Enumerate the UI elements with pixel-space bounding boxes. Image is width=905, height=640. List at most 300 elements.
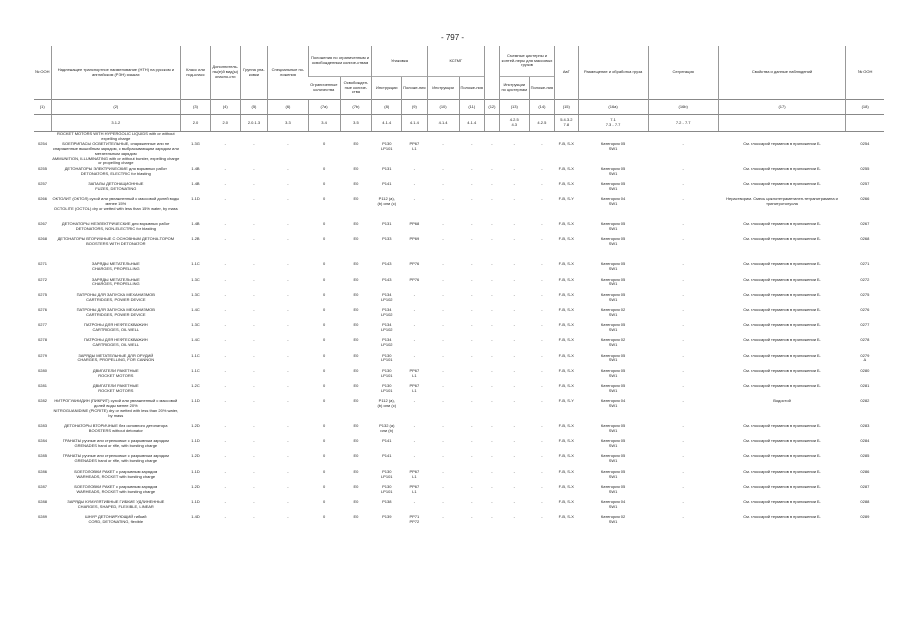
un-number-right: 0267 bbox=[860, 221, 870, 227]
stowage: Категория 02 SW1 bbox=[600, 337, 626, 348]
class: 1.3C bbox=[191, 322, 200, 328]
packing-provision: PP67 L1 bbox=[409, 367, 420, 378]
ibc-provision: - bbox=[471, 453, 473, 459]
column-12: - bbox=[491, 165, 493, 171]
tank-instruction: - bbox=[513, 337, 515, 343]
ems-code: F-B, S-X bbox=[558, 337, 574, 343]
properties: См. глоссарий терминов в приложении Б. bbox=[743, 352, 821, 358]
segregation: - bbox=[682, 352, 684, 358]
packing-instruction: P143 bbox=[382, 276, 392, 282]
class: 1.4C bbox=[191, 337, 200, 343]
packing-group: - bbox=[253, 438, 255, 444]
proper-shipping-name: ЗАРЯДЫ МЕТАТЕЛЬНЫЕ ДЛЯ ОРУДИЙ CHARGES, PROPELLING, FOR CANNON bbox=[77, 352, 155, 363]
properties: См. глоссарий терминов в приложении Б. bbox=[743, 483, 821, 489]
special-provisions: - bbox=[287, 352, 289, 358]
special-provisions: - bbox=[287, 276, 289, 282]
tank-provision: - bbox=[541, 291, 543, 297]
ems-code: F-B, S-Y bbox=[558, 196, 574, 202]
packing-provision: PP69 bbox=[409, 236, 420, 242]
column-12: - bbox=[491, 468, 493, 474]
properties: См. глоссарий терминов в приложении Б. bbox=[743, 221, 821, 227]
properties: См. глоссарий терминов в приложении Б. bbox=[743, 337, 821, 343]
packing-instruction: P134 LP102 bbox=[380, 291, 393, 302]
tank-provision: - bbox=[541, 352, 543, 358]
tank-instruction: - bbox=[513, 165, 515, 171]
packing-group: - bbox=[253, 499, 255, 504]
ems-code: F-B, S-X bbox=[558, 221, 574, 227]
excepted-quantity: E0 bbox=[353, 165, 359, 171]
stowage: Категория 05 SW1 bbox=[600, 261, 626, 272]
packing-provision: - bbox=[413, 196, 416, 202]
special-provisions: - bbox=[287, 453, 289, 459]
un-number: 0289 bbox=[38, 514, 47, 520]
column-number: (12) bbox=[485, 100, 500, 115]
special-provisions: - bbox=[287, 181, 289, 186]
table-row bbox=[34, 384, 884, 399]
ibc-provision: - bbox=[471, 181, 473, 186]
packing-provision: - bbox=[413, 306, 416, 312]
special-provisions: - bbox=[287, 438, 289, 444]
class: 1.1D bbox=[191, 468, 200, 474]
special-provisions: - bbox=[287, 291, 289, 297]
table-row bbox=[34, 454, 884, 469]
tank-provision: - bbox=[541, 468, 543, 474]
packing-provision: PP67 L1 bbox=[409, 468, 420, 479]
column-12: - bbox=[491, 423, 493, 429]
column-reference: 7.2 - 7.7 bbox=[648, 115, 718, 132]
tank-instruction: - bbox=[513, 306, 515, 312]
stowage: Категория 05 SW1 bbox=[600, 367, 626, 378]
class: 1.3G bbox=[191, 140, 200, 146]
column-number: (6) bbox=[268, 100, 308, 115]
un-number-right: 0286 bbox=[860, 468, 870, 474]
ibc-instruction: - bbox=[442, 453, 444, 459]
limited-quantity: 0 bbox=[322, 165, 326, 171]
excepted-quantity: E0 bbox=[353, 398, 359, 404]
header-special-provisions: Специальные по-ложения bbox=[268, 46, 308, 100]
un-number-right: 0257 bbox=[860, 181, 870, 186]
packing-instruction: P141 bbox=[382, 181, 392, 186]
packing-provision: - bbox=[413, 291, 416, 297]
tank-provision: - bbox=[541, 181, 543, 186]
properties: См. глоссарий терминов в приложении Б. bbox=[743, 181, 821, 186]
packing-group: - bbox=[253, 514, 255, 520]
column-12: - bbox=[491, 236, 493, 242]
column-number: (15) bbox=[555, 100, 578, 115]
column-reference: 7.1 7.3 - 7.7 bbox=[578, 115, 648, 132]
un-number: 0284 bbox=[38, 438, 47, 444]
stowage: Категория 05 SW1 bbox=[600, 483, 626, 494]
un-number: 0254 bbox=[38, 140, 47, 146]
column-reference: 4.1.4 bbox=[402, 115, 428, 132]
limited-quantity: 0 bbox=[322, 291, 326, 297]
column-reference bbox=[34, 115, 51, 132]
proper-shipping-name: ГРАНАТЫ ручные или стрелковые с разрывным зарядом GRENADES hand or rifle, with bursting charge bbox=[62, 438, 169, 449]
excepted-quantity: E0 bbox=[353, 306, 359, 312]
ems-code: F-B, S-X bbox=[558, 423, 574, 429]
column-reference bbox=[718, 115, 846, 132]
ibc-instruction: - bbox=[442, 322, 444, 328]
class: 1.3C bbox=[191, 291, 200, 297]
packing-instruction: P130 LP101 bbox=[380, 468, 393, 479]
column-reference: 2.0.1.3 bbox=[240, 115, 268, 132]
segregation: - bbox=[682, 236, 684, 242]
segregation: - bbox=[682, 196, 684, 202]
packing-provision: - bbox=[413, 398, 416, 404]
segregation: - bbox=[682, 140, 684, 146]
special-provisions: - bbox=[287, 514, 289, 520]
subsidiary-hazard: - bbox=[224, 382, 226, 388]
un-number-right: 0266 bbox=[860, 196, 870, 202]
tank-provision: - bbox=[541, 140, 543, 146]
packing-instruction: P130 LP101 bbox=[380, 352, 393, 363]
tank-provision: - bbox=[541, 236, 543, 242]
properties: См. глоссарий терминов в приложении Б. bbox=[743, 236, 821, 242]
table-row bbox=[34, 237, 884, 262]
proper-shipping-name: ДВИГАТЕЛИ РАКЕТНЫЕ ROCKET MOTORS bbox=[92, 382, 139, 393]
column-reference: 3.5 bbox=[340, 115, 372, 132]
ibc-provision: - bbox=[471, 483, 473, 489]
segregation: - bbox=[682, 438, 684, 444]
limited-quantity: 0 bbox=[322, 438, 326, 444]
stowage: Категория 04 SW1 bbox=[600, 196, 626, 207]
un-number-right: 0279 Δ bbox=[860, 352, 870, 363]
table-row bbox=[34, 399, 884, 424]
ems-code: F-B, S-X bbox=[558, 352, 574, 358]
header-packing-group: Группа упа-ковки bbox=[240, 46, 268, 100]
segregation: - bbox=[682, 181, 684, 186]
segregation: - bbox=[682, 165, 684, 171]
column-12: - bbox=[491, 337, 493, 343]
tank-instruction: - bbox=[513, 468, 515, 474]
subsidiary-hazard: - bbox=[224, 438, 226, 444]
table-row bbox=[34, 439, 884, 454]
class: 1.4B bbox=[191, 221, 200, 227]
ems-code: F-B, S-X bbox=[558, 291, 574, 297]
special-provisions: - bbox=[287, 236, 289, 242]
tank-provision: - bbox=[541, 398, 543, 404]
header-properties: Свойства и данные наблюдений bbox=[718, 46, 846, 100]
packing-group: - bbox=[253, 181, 255, 186]
stowage: Категория 02 SW1 bbox=[600, 306, 626, 317]
un-number-right: 0268 bbox=[860, 236, 870, 242]
ems-code: F-B, S-X bbox=[558, 483, 574, 489]
stowage: Категория 05 SW1 bbox=[600, 438, 626, 449]
tank-instruction: - bbox=[513, 367, 515, 373]
stowage: Категория 05 SW1 bbox=[600, 423, 626, 433]
ibc-instruction: - bbox=[442, 352, 444, 358]
special-provisions: - bbox=[287, 367, 289, 373]
tank-instruction: - bbox=[513, 140, 515, 146]
packing-provision: - bbox=[413, 423, 416, 429]
table-row bbox=[34, 197, 884, 222]
subsidiary-hazard: - bbox=[224, 140, 226, 146]
tank-instruction: - bbox=[513, 438, 515, 444]
proper-shipping-name: ЗАРЯДЫ КУМУЛЯТИВНЫЕ ГИБКИЕ УДЛИНЕННЫЕ CHARGES, SHAPED, FLEXIBLE, LINEAR bbox=[67, 499, 165, 509]
un-number: 0278 bbox=[38, 337, 47, 343]
packing-provision: - bbox=[413, 337, 416, 343]
segregation: - bbox=[682, 337, 684, 343]
segregation: - bbox=[682, 499, 684, 504]
column-reference: 2.0 bbox=[181, 115, 211, 132]
packing-provision: PP76 bbox=[409, 261, 420, 267]
properties: См. глоссарий терминов в приложении Б. bbox=[743, 514, 821, 520]
table-row bbox=[34, 308, 884, 323]
header-excepted-qty: Освобожден-ные количе-ства bbox=[340, 77, 372, 100]
un-number-right: 0285 bbox=[860, 453, 870, 459]
properties: Водостой bbox=[773, 398, 791, 404]
column-number: (1) bbox=[34, 100, 51, 115]
excepted-quantity: E0 bbox=[353, 367, 359, 373]
proper-shipping-name: БОЕПРИПАСЫ ОСВЕТИТЕЛЬНЫЕ, снаряженные или не снаряженные вышибным зарядом, с выбрасывающим зарядом или метательным зарядом AMMUNITION, ILLUMINATING with or without burster, expelling charge or propelling charge bbox=[52, 140, 180, 166]
ems-code: F-B, S-X bbox=[558, 468, 574, 474]
subsidiary-hazard: - bbox=[224, 468, 226, 474]
tank-provision: - bbox=[541, 165, 543, 171]
packing-instruction: P112 (a), (b) или (c) bbox=[377, 398, 397, 408]
column-12: - bbox=[491, 453, 493, 459]
segregation: - bbox=[682, 221, 684, 227]
un-number-right: 0255 bbox=[860, 165, 870, 171]
ibc-provision: - bbox=[471, 261, 473, 267]
tank-instruction: - bbox=[513, 453, 515, 459]
column-12: - bbox=[491, 140, 493, 146]
properties: См. глоссарий терминов в приложении Б. bbox=[743, 468, 821, 474]
tank-instruction: - bbox=[513, 236, 515, 242]
ibc-instruction: - bbox=[442, 499, 444, 504]
limited-quantity: 0 bbox=[322, 261, 326, 267]
packing-group: - bbox=[253, 236, 255, 242]
subsidiary-hazard: - bbox=[224, 453, 226, 459]
header-subsidiary-hazard: Дополнитель-ны(е)й вид(ы) опасно-сти bbox=[210, 46, 240, 100]
segregation: - bbox=[682, 483, 684, 489]
stowage: Категория 05 SW1 bbox=[600, 221, 626, 232]
un-number-right: 0289 bbox=[860, 514, 870, 520]
segregation: - bbox=[682, 453, 684, 459]
column-number: (18) bbox=[846, 100, 884, 115]
header-ibc-instructions: Инструкции bbox=[427, 77, 459, 100]
packing-instruction: P130 LP101 bbox=[380, 382, 393, 393]
column-12: - bbox=[491, 514, 493, 520]
packing-group: - bbox=[253, 483, 255, 489]
segregation: - bbox=[682, 514, 684, 520]
tank-provision: - bbox=[541, 483, 543, 489]
ibc-provision: - bbox=[471, 499, 473, 504]
tank-instruction: - bbox=[513, 261, 515, 267]
ems-code: F-B, S-X bbox=[558, 382, 574, 388]
ems-code: F-B, S-X bbox=[558, 165, 574, 171]
class: 1.2D bbox=[191, 453, 200, 459]
packing-provision: - bbox=[413, 322, 416, 328]
class: 1.2D bbox=[191, 483, 200, 489]
proper-shipping-name: ДВИГАТЕЛИ РАКЕТНЫЕ ROCKET MOTORS bbox=[92, 367, 139, 378]
special-provisions: - bbox=[287, 382, 289, 388]
excepted-quantity: E0 bbox=[353, 140, 359, 146]
special-provisions: - bbox=[287, 423, 289, 429]
class: 1.2D bbox=[191, 423, 200, 429]
properties: См. глоссарий терминов в приложении Б. bbox=[743, 438, 821, 444]
ems-code: F-B, S-X bbox=[558, 499, 574, 504]
class: 1.1C bbox=[191, 261, 200, 267]
limited-quantity: 0 bbox=[322, 398, 326, 404]
column-reference: 4.1.4 bbox=[459, 115, 485, 132]
header-proper-shipping-name: Надлежащее транспортное наименование (НТН) на русском и английском (РЭН) языках bbox=[51, 46, 181, 100]
ibc-instruction: - bbox=[442, 165, 444, 171]
subsidiary-hazard: - bbox=[224, 261, 226, 267]
excepted-quantity: E0 bbox=[353, 514, 359, 520]
stowage: Категория 05 SW1 bbox=[600, 352, 626, 363]
subsidiary-hazard: - bbox=[224, 367, 226, 373]
subsidiary-hazard: - bbox=[224, 236, 226, 242]
table-row bbox=[34, 167, 884, 182]
un-number: 0287 bbox=[38, 483, 47, 489]
subsidiary-hazard: - bbox=[224, 196, 226, 202]
properties: См. глоссарий терминов в приложении Б. bbox=[743, 306, 821, 312]
column-number: (2) bbox=[51, 100, 181, 115]
page-number: - 797 - bbox=[440, 33, 465, 42]
packing-instruction: P130 LP101 bbox=[380, 140, 393, 151]
subsidiary-hazard: - bbox=[224, 514, 226, 520]
table-row bbox=[34, 500, 884, 515]
table-row bbox=[34, 369, 884, 384]
un-number-right: 0282 bbox=[860, 398, 870, 404]
un-number: 0277 bbox=[38, 322, 47, 328]
ibc-provision: - bbox=[471, 468, 473, 474]
ibc-provision: - bbox=[471, 322, 473, 328]
tank-instruction: - bbox=[513, 322, 515, 328]
properties: См. глоссарий терминов в приложении Б. bbox=[743, 453, 821, 459]
excepted-quantity: E0 bbox=[353, 337, 359, 343]
class: 1.1D bbox=[191, 196, 200, 202]
ibc-instruction: - bbox=[442, 367, 444, 373]
un-number-right: 0275 bbox=[860, 291, 870, 297]
header-limited-excepted: Положения по ограниченным и освобожденным количе-ствам bbox=[308, 46, 372, 77]
packing-group: - bbox=[253, 140, 255, 146]
column-12: - bbox=[491, 221, 493, 227]
special-provisions: - bbox=[287, 140, 289, 146]
un-number: 0276 bbox=[38, 306, 47, 312]
class: 1.1D bbox=[191, 499, 200, 504]
continued-entry-text: ROCKET MOTORS WITH HYPERGOLIC LIQUIDS with or without expelling charge bbox=[56, 131, 175, 141]
header-ems: АвГ bbox=[555, 46, 578, 100]
excepted-quantity: E0 bbox=[353, 453, 359, 459]
stowage: Категория 04 SW1 bbox=[600, 499, 626, 509]
ibc-instruction: - bbox=[442, 382, 444, 388]
packing-instruction: P138 bbox=[382, 499, 392, 504]
ems-code: F-B, S-X bbox=[558, 453, 574, 459]
column-number: (16b) bbox=[648, 100, 718, 115]
un-number: 0272 bbox=[38, 276, 47, 282]
un-number: 0279 bbox=[38, 352, 47, 358]
properties: См. глоссарий терминов в приложении Б. bbox=[743, 367, 821, 373]
ibc-instruction: - bbox=[442, 291, 444, 297]
packing-instruction: P112 (a), (b) или (c) bbox=[377, 196, 397, 207]
ems-code: F-B, S-X bbox=[558, 140, 574, 146]
un-number: 0285 bbox=[38, 453, 47, 459]
ems-code: F-B, S-X bbox=[558, 236, 574, 242]
ibc-provision: - bbox=[471, 382, 473, 388]
class: 1.1C bbox=[191, 367, 200, 373]
subsidiary-hazard: - bbox=[224, 276, 226, 282]
ibc-provision: - bbox=[471, 291, 473, 297]
proper-shipping-name: БОЕГОЛОВКИ РАКЕТ с разрывным зарядом WARHEADS, ROCKET with bursting charge bbox=[74, 468, 158, 479]
un-number-right: 0278 bbox=[860, 337, 870, 343]
un-number-right: 0284 bbox=[860, 438, 870, 444]
proper-shipping-name: ПАТРОНЫ ДЛЯ ЗАПУСКА МЕХАНИЗМОВ CARTRIDGES, POWER DEVICE bbox=[76, 306, 155, 317]
excepted-quantity: E0 bbox=[353, 483, 359, 489]
column-number: (11) bbox=[459, 100, 485, 115]
excepted-quantity: E0 bbox=[353, 276, 359, 282]
proper-shipping-name: ДЕТОНАТОРЫ ЭЛЕКТРИЧЕСКИЕ для взрывных работ DETONATORS, ELECTRIC for blasting bbox=[64, 165, 167, 176]
proper-shipping-name: ДЕТОНАТОРЫ ВТОРИЧНЫЕ С ОСНОВНЫМ ДЕТОНА-ТОРОМ BOOSTERS WITH DETONATOR bbox=[57, 236, 175, 247]
un-number-right: 0283 bbox=[860, 423, 870, 429]
properties: См. глоссарий терминов в приложении Б. bbox=[743, 165, 821, 171]
column-12: - bbox=[491, 306, 493, 312]
column-number: (7b) bbox=[340, 100, 372, 115]
un-number: 0281 bbox=[38, 382, 47, 388]
header-tanks: Съемные цистерны и контей-неры для массовых грузов bbox=[499, 46, 554, 77]
limited-quantity: 0 bbox=[322, 181, 326, 186]
proper-shipping-name: БОЕГОЛОВКИ РАКЕТ с разрывным зарядом WARHEADS, ROCKET with bursting charge bbox=[74, 483, 158, 494]
limited-quantity: 0 bbox=[322, 322, 326, 328]
column-12: - bbox=[491, 352, 493, 358]
packing-instruction: P134 LP102 bbox=[380, 337, 393, 348]
special-provisions: - bbox=[287, 499, 289, 504]
ibc-instruction: - bbox=[442, 261, 444, 267]
tank-provision: - bbox=[541, 382, 543, 388]
special-provisions: - bbox=[287, 196, 289, 202]
packing-group: - bbox=[253, 221, 255, 227]
column-12: - bbox=[491, 261, 493, 267]
column-number: (10) bbox=[427, 100, 459, 115]
limited-quantity: 0 bbox=[322, 352, 326, 358]
column-number: (13) bbox=[499, 100, 529, 115]
header-ibc: КСГМГ bbox=[427, 46, 484, 77]
excepted-quantity: E0 bbox=[353, 468, 359, 474]
column-reference: 2.0 bbox=[210, 115, 240, 132]
subsidiary-hazard: - bbox=[224, 291, 226, 297]
un-number: 0280 bbox=[38, 367, 47, 373]
column-number: (8) bbox=[372, 100, 402, 115]
tank-instruction: - bbox=[513, 398, 515, 404]
proper-shipping-name: НИТРОГУАНИДИН (ПИКРИТ) сухой или увлажненный с массовой долей воды менее 20% NITROGUANIDINE (PICRITE) dry or wetted with less than 20% water, by mass bbox=[53, 398, 179, 418]
ems-code: F-B, S-X bbox=[558, 181, 574, 186]
column-12: - bbox=[491, 291, 493, 297]
packing-instruction: P141 bbox=[382, 438, 392, 444]
un-number-right: 0276 bbox=[860, 306, 870, 312]
special-provisions: - bbox=[287, 337, 289, 343]
class: 1.4D bbox=[191, 514, 200, 520]
un-number: 0282 bbox=[38, 398, 47, 404]
table-row bbox=[34, 323, 884, 338]
packing-group: - bbox=[253, 352, 255, 358]
proper-shipping-name: ШНУР ДЕТОНИРУЮЩИЙ гибкий CORD, DETONATING, flexible bbox=[85, 514, 147, 525]
excepted-quantity: E0 bbox=[353, 236, 359, 242]
subsidiary-hazard: - bbox=[224, 483, 226, 489]
segregation: - bbox=[682, 382, 684, 388]
class: 1.1C bbox=[191, 352, 200, 358]
subsidiary-hazard: - bbox=[224, 423, 226, 429]
tank-instruction: - bbox=[513, 483, 515, 489]
subsidiary-hazard: - bbox=[224, 337, 226, 343]
table-row bbox=[34, 262, 884, 277]
proper-shipping-name: ЗАРЯДЫ МЕТАТЕЛЬНЫЕ CHARGES, PROPELLING bbox=[91, 276, 140, 287]
segregation: - bbox=[682, 291, 684, 297]
special-provisions: - bbox=[287, 306, 289, 312]
segregation: - bbox=[682, 322, 684, 328]
ems-code: F-B, S-X bbox=[558, 367, 574, 373]
ems-code: F-B, S-Y bbox=[558, 398, 574, 404]
properties: См. глоссарий терминов в приложении Б. bbox=[743, 276, 821, 282]
